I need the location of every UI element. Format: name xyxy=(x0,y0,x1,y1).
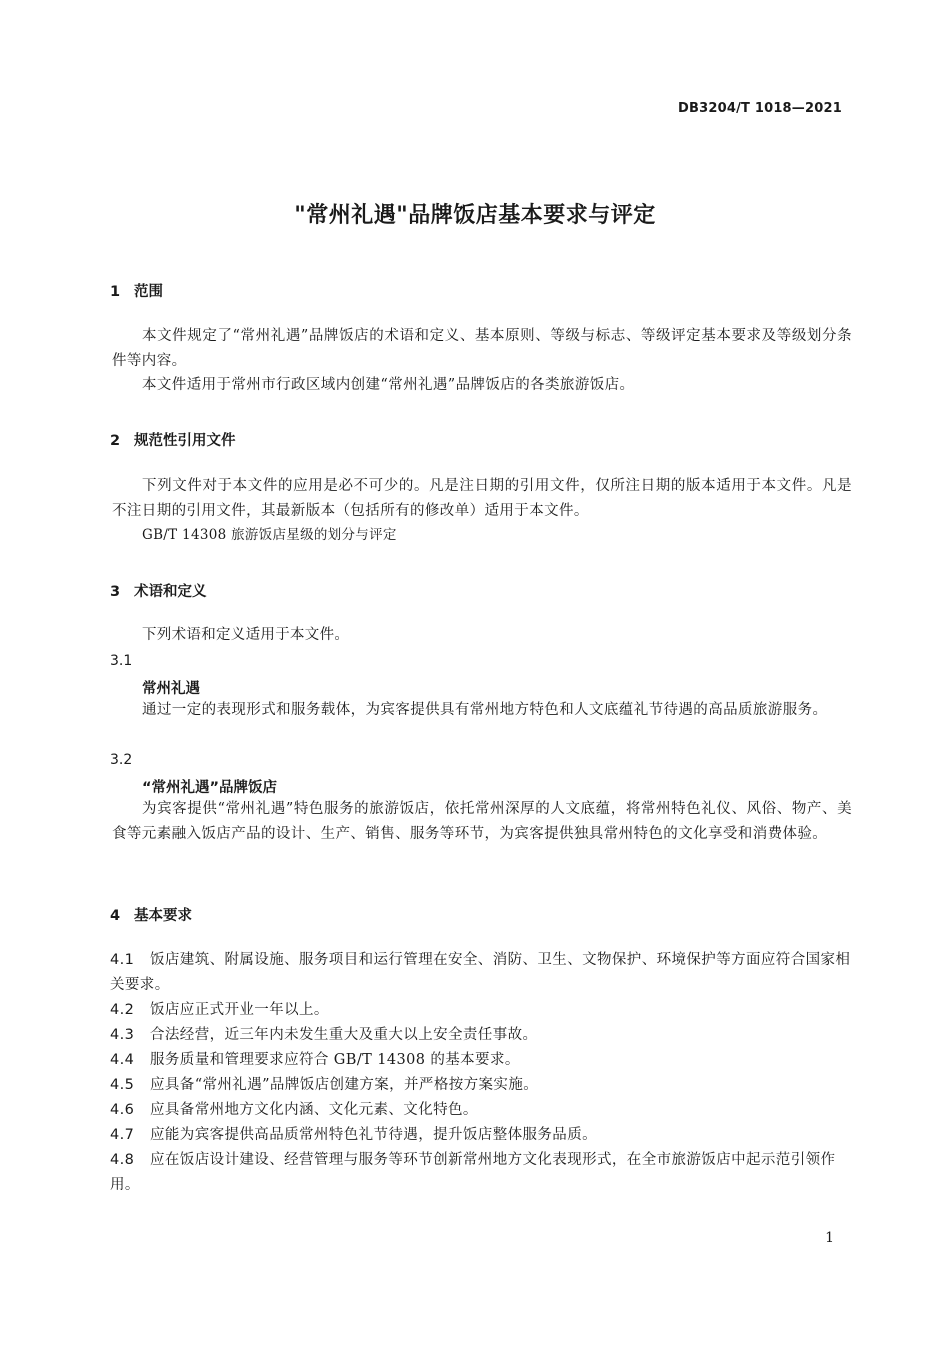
term-definition: 为宾客提供“常州礼遇”特色服务的旅游饭店，依托常州深厚的人文底蕴，将常州特色礼仪、风俗、物产、美食等元素融入饭店产品的设计、生产、销售、服务等环节，为宾客提供独具常州特色的文化享受和消费体验。 xyxy=(112,801,852,842)
reference-item: GB/T 14308 旅游饭店星级的划分与评定 xyxy=(142,527,397,543)
section-number: 2 xyxy=(110,433,121,449)
requirement-number: 4.8 xyxy=(110,1152,135,1168)
section-title: 规范性引用文件 xyxy=(134,433,236,449)
requirement-item xyxy=(110,1123,852,1148)
section-heading-scope xyxy=(110,280,163,301)
section-title: 范围 xyxy=(134,284,163,300)
requirement-item xyxy=(110,998,852,1023)
requirement-text: 服务质量和管理要求应符合 GB/T 14308 的基本要求。 xyxy=(150,1052,520,1068)
section-title: 术语和定义 xyxy=(134,584,207,600)
section-number: 3 xyxy=(110,584,121,600)
requirement-item xyxy=(110,1023,852,1048)
term-name: 常州礼遇 xyxy=(142,681,200,697)
requirement-number: 4.6 xyxy=(110,1102,135,1118)
scope-paragraph-2: 本文件适用于常州市行政区域内创建“常州礼遇”品牌饭店的各类旅游饭店。 xyxy=(142,377,635,393)
section-title: 基本要求 xyxy=(134,908,192,924)
page-number: 1 xyxy=(825,1230,834,1246)
section-number: 1 xyxy=(110,284,121,300)
requirement-number: 4.2 xyxy=(110,1002,135,1018)
term-definition: 通过一定的表现形式和服务载体，为宾客提供具有常州地方特色和人文底蕴礼节待遇的高品质旅游服务。 xyxy=(142,702,828,718)
requirement-text: 饭店应正式开业一年以上。 xyxy=(150,1002,329,1018)
section-number: 4 xyxy=(110,908,121,924)
requirement-item xyxy=(110,1098,852,1123)
term-number: 3.2 xyxy=(110,752,133,768)
requirement-text: 应具备常州地方文化内涵、文化元素、文化特色。 xyxy=(150,1102,478,1118)
requirement-item xyxy=(110,1048,852,1073)
requirement-number: 4.4 xyxy=(110,1052,135,1068)
term-name: “常州礼遇”品牌饭店 xyxy=(142,780,278,796)
document-code: DB3204/T 1018—2021 xyxy=(678,101,842,116)
document-title: "常州礼遇"品牌饭店基本要求与评定 xyxy=(294,203,656,228)
requirement-number: 4.3 xyxy=(110,1027,135,1043)
term-number: 3.1 xyxy=(110,653,133,669)
requirement-text: 应在饭店设计建设、经营管理与服务等环节创新常州地方文化表现形式，在全市旅游饭店中起示范引领作用。 xyxy=(110,1152,836,1193)
requirement-item xyxy=(110,948,852,998)
requirement-text: 应能为宾客提供高品质常州特色礼节待遇，提升饭店整体服务品质。 xyxy=(150,1127,597,1143)
requirement-text: 合法经营，近三年内未发生重大及重大以上安全责任事故。 xyxy=(150,1027,538,1043)
requirement-number: 4.1 xyxy=(110,952,135,968)
section-heading-basic-requirements xyxy=(110,904,192,925)
section-heading-normative-references xyxy=(110,429,236,450)
requirement-item xyxy=(110,1073,852,1098)
requirement-item xyxy=(110,1148,852,1198)
scope-paragraph-1: 本文件规定了“常州礼遇”品牌饭店的术语和定义、基本原则、等级与标志、等级评定基本要求及等级划分条件等内容。 xyxy=(112,328,852,369)
references-paragraph: 下列文件对于本文件的应用是必不可少的。凡是注日期的引用文件，仅所注日期的版本适用于本文件。凡是不注日期的引用文件，其最新版本（包括所有的修改单）适用于本文件。 xyxy=(112,478,852,519)
section-heading-terms xyxy=(110,580,207,601)
requirement-number: 4.5 xyxy=(110,1077,135,1093)
terms-intro: 下列术语和定义适用于本文件。 xyxy=(142,627,350,643)
requirement-text: 饭店建筑、附属设施、服务项目和运行管理在安全、消防、卫生、文物保护、环境保护等方面应符合国家相关要求。 xyxy=(110,952,851,993)
requirement-number: 4.7 xyxy=(110,1127,135,1143)
requirement-text: 应具备“常州礼遇”品牌饭店创建方案，并严格按方案实施。 xyxy=(150,1077,539,1093)
